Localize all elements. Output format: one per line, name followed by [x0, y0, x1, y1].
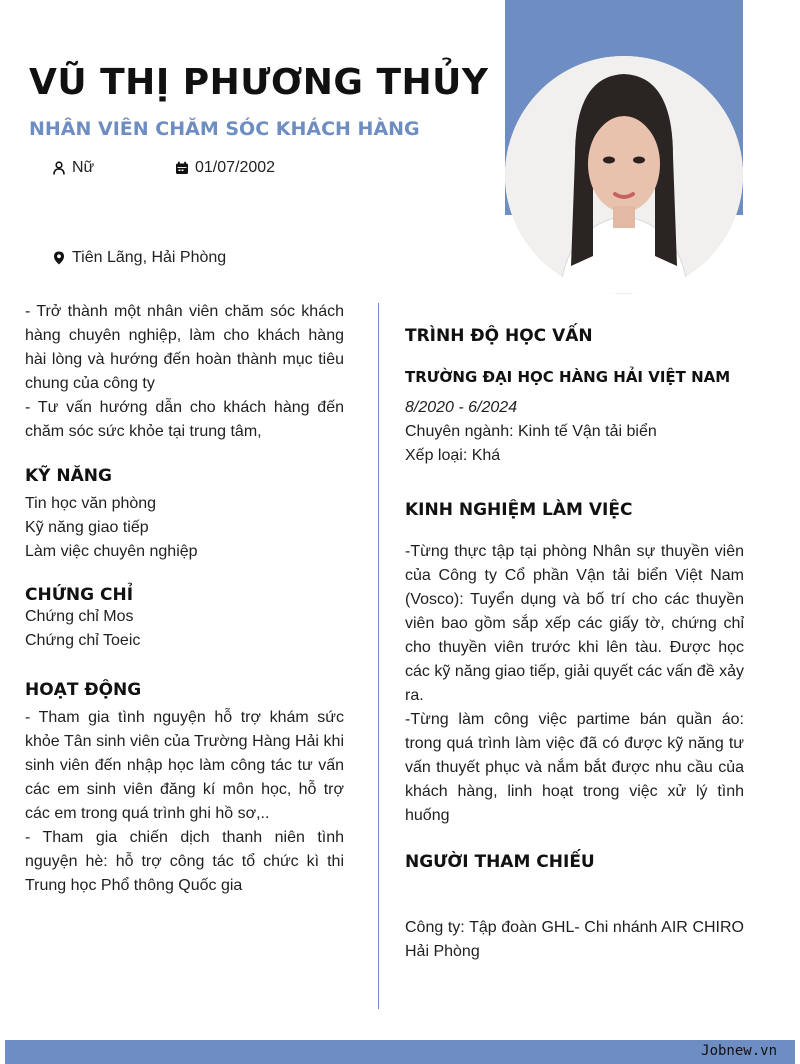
study-major: Chuyên ngành: Kinh tế Vận tải biển [405, 423, 657, 440]
activity-paragraph: - Tham gia chiến dịch thanh niên tình nguyện hè: hỗ trợ công tác tổ chức kì thi Trung học Phổ thông Quốc gia [25, 829, 344, 894]
certificates-section [25, 585, 344, 653]
location-pin-icon [52, 251, 66, 265]
activity-paragraph: - Tham gia tình nguyện hỗ trợ khám sức khỏe Tân sinh viên của Trường Hàng Hải khi sinh viên đến nhập học làm công tác tư vấn các em sinh viên đăng kí môn học, hỗ trợ các em trong quá trình ghi hồ sơ,.. [25, 709, 344, 822]
calendar-icon [175, 161, 189, 175]
gender-value: Nữ [72, 159, 95, 176]
objective-paragraph: - Tư vấn hướng dẫn cho khách hàng đến chăm sóc sức khỏe tại trung tâm, [25, 399, 344, 440]
profile-photo [505, 56, 743, 294]
experience-heading: KINH NGHIỆM LÀM VIỆC [405, 500, 633, 520]
reference-section [405, 852, 744, 964]
certificate-item: Chứng chỉ Mos [25, 608, 134, 625]
study-period: 8/2020 - 6/2024 [405, 399, 518, 416]
reference-heading: NGƯỜI THAM CHIẾU [405, 852, 595, 872]
column-divider [378, 303, 379, 1009]
address-value: Tiên Lãng, Hải Phòng [72, 249, 227, 266]
study-grade: Xếp loại: Khá [405, 447, 501, 464]
activities-heading: HOẠT ĐỘNG [25, 680, 142, 700]
objective-paragraph: - Trở thành một nhân viên chăm sóc khách hàng chuyên nghiệp, làm cho khách hàng hài lòng và hướng đến hoàn thành mục tiêu chung của công ty [25, 303, 344, 392]
address-info [52, 249, 226, 267]
experience-paragraph: -Từng làm công việc partime bán quần áo: trong quá trình làm việc đã có được kỹ năng tư vấn thuyết phục và nắm bắt được nhu cầu của khách hàng, linh hoạt trong việc xử lý tình huống [405, 711, 744, 824]
experience-paragraph: -Từng thực tập tại phòng Nhân sự thuyền viên của Công ty Cổ phần Vận tải biển Việt Nam (Vosco): Tuyển dụng và bố trí cho các thuyền viên bao gồm sắp xếp các giấy tờ, chứng chỉ cho thuyền viên trước khi lên tàu. Được học các kỹ năng giao tiếp, giải quyết các vấn đề xảy ra. [405, 543, 744, 704]
education-heading: TRÌNH ĐỘ HỌC VẤN [405, 326, 593, 346]
school-name: TRƯỜNG ĐẠI HỌC HÀNG HẢI VIỆT NAM [405, 368, 731, 386]
birthdate-value: 01/07/2002 [195, 159, 276, 176]
skill-item: Làm việc chuyên nghiệp [25, 543, 198, 560]
certificate-item: Chứng chỉ Toeic [25, 632, 141, 649]
reference-text: Công ty: Tập đoàn GHL- Chi nhánh AIR CHIRO Hải Phòng [405, 919, 744, 960]
birthdate-info [175, 159, 275, 177]
gender-info [52, 159, 94, 177]
objective-section [25, 300, 344, 444]
skill-item: Kỹ năng giao tiếp [25, 519, 149, 536]
education-section [405, 326, 744, 468]
footer-bar [5, 1040, 795, 1064]
skill-item: Tin học văn phòng [25, 495, 157, 512]
skills-section [25, 466, 344, 564]
activities-section [25, 680, 344, 898]
certificates-heading: CHỨNG CHỈ [25, 585, 134, 605]
footer-brand: Jobnew.vn [701, 1043, 777, 1059]
candidate-position: NHÂN VIÊN CHĂM SÓC KHÁCH HÀNG [29, 118, 420, 140]
candidate-name: VŨ THỊ PHƯƠNG THỦY [29, 62, 489, 103]
experience-section [405, 500, 744, 828]
skills-heading: KỸ NĂNG [25, 466, 112, 486]
person-icon [52, 161, 66, 175]
portrait-illustration [505, 56, 743, 294]
